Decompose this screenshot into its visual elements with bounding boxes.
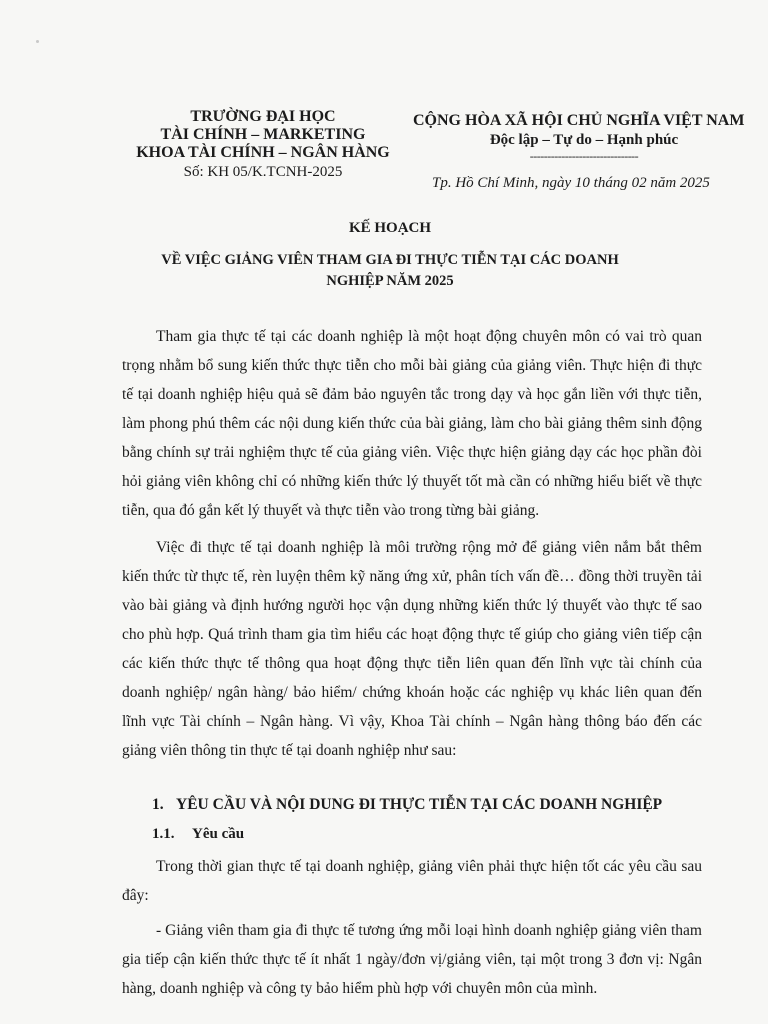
- document-date: Tp. Hồ Chí Minh, ngày 10 tháng 02 năm 2025: [432, 175, 710, 191]
- section-1-1-heading: [152, 826, 244, 843]
- paragraph-1: Tham gia thực tế tại các doanh nghiệp là một hoạt động chuyên môn có vai trò quan trọng nhằm bổ sung kiến thức thực tiễn cho mỗi bài giảng của giảng viên. Thực hiện đi thực tế tại doanh nghiệp hiệu quả sẽ đảm bảo nguyên tắc trong dạy và học gắn liền với thực tiễn, làm phong phú thêm các nội dung kiến thức của bài giảng, làm cho bài giảng thêm sinh động bằng chính sự trải nghiệm thực tế của giảng viên. Việc thực hiện giảng dạy các học phần đòi hỏi giảng viên không chỉ có những kiến thức lý thuyết tốt mà cần có những hiểu biết về thực tiễn, qua đó gắn kết lý thuyết và thực tiễn vào trong từng bài giảng.: [122, 328, 702, 519]
- requirements-body: [122, 852, 702, 1003]
- requirements-intro: Trong thời gian thực tế tại doanh nghiệp, giảng viên phải thực hiện tốt các yêu cầu sau đây:: [122, 858, 702, 904]
- subtitle-line2: NGHIỆP NĂM 2025: [326, 273, 454, 289]
- national-title: CỘNG HÒA XÃ HỘI CHỦ NGHĨA VIỆT NAM: [413, 112, 745, 129]
- section-1-heading: [152, 796, 662, 814]
- faculty-name: KHOA TÀI CHÍNH – NGÂN HÀNG: [136, 144, 390, 161]
- national-motto: Độc lập – Tự do – Hạnh phúc: [489, 132, 679, 148]
- document-number: Số: KH 05/K.TCNH-2025: [183, 164, 343, 180]
- university-name-line2: TÀI CHÍNH – MARKETING: [160, 126, 366, 143]
- paragraph-2: Việc đi thực tế tại doanh nghiệp là môi trường rộng mở để giảng viên nắm bắt thêm kiến thức từ thực tế, rèn luyện thêm kỹ năng ứng xử, phân tích vấn đề… đồng thời truyền tải vào bài giảng và định hướng người học vận dụng những kiến thức lý thuyết vào thực tế sao cho phù hợp. Quá trình tham gia tìm hiểu các hoạt động thực tế giúp cho giảng viên tiếp cận các kiến thức thực tế thông qua hoạt động thực tiễn liên quan đến lĩnh vực tài chính của doanh nghiệp/ ngân hàng/ bảo hiểm/ chứng khoán hoặc các nghiệp vụ khác liên quan đến lĩnh vực Tài chính – Ngân hàng. Vì vậy, Khoa Tài chính – Ngân hàng thông báo đến các giảng viên thông tin thực tế tại doanh nghiệp như sau:: [122, 539, 702, 759]
- section-1-title: YÊU CẦU VÀ NỘI DUNG ĐI THỰC TIỄN TẠI CÁC DOANH NGHIỆP: [176, 796, 663, 813]
- header-separator: -------------------------------: [529, 149, 639, 163]
- section-1-number: 1.: [152, 796, 164, 813]
- document-title: KẾ HOẠCH: [348, 220, 432, 236]
- scan-speck: [36, 40, 39, 43]
- subtitle-line1: VỀ VIỆC GIẢNG VIÊN THAM GIA ĐI THỰC TIỄN TẠI CÁC DOANH: [161, 252, 619, 268]
- university-name-line1: TRƯỜNG ĐẠI HỌC: [190, 108, 336, 125]
- intro-body: [122, 322, 702, 765]
- requirement-item-1: - Giảng viên tham gia đi thực tế tương ứng mỗi loại hình doanh nghiệp giảng viên tham gia tiếp cận kiến thức thực tế ít nhất 1 ngày/đơn vị/giảng viên, tại một trong 3 đơn vị: Ngân hàng, doanh nghiệp và công ty bảo hiểm phù hợp với chuyên môn của mình.: [122, 922, 702, 997]
- section-1-1-number: 1.1.: [152, 826, 175, 842]
- national-header-block: [400, 112, 768, 194]
- document-subtitle: [90, 250, 690, 292]
- issuer-block: [118, 108, 408, 182]
- section-1-1-title: Yêu cầu: [192, 826, 245, 842]
